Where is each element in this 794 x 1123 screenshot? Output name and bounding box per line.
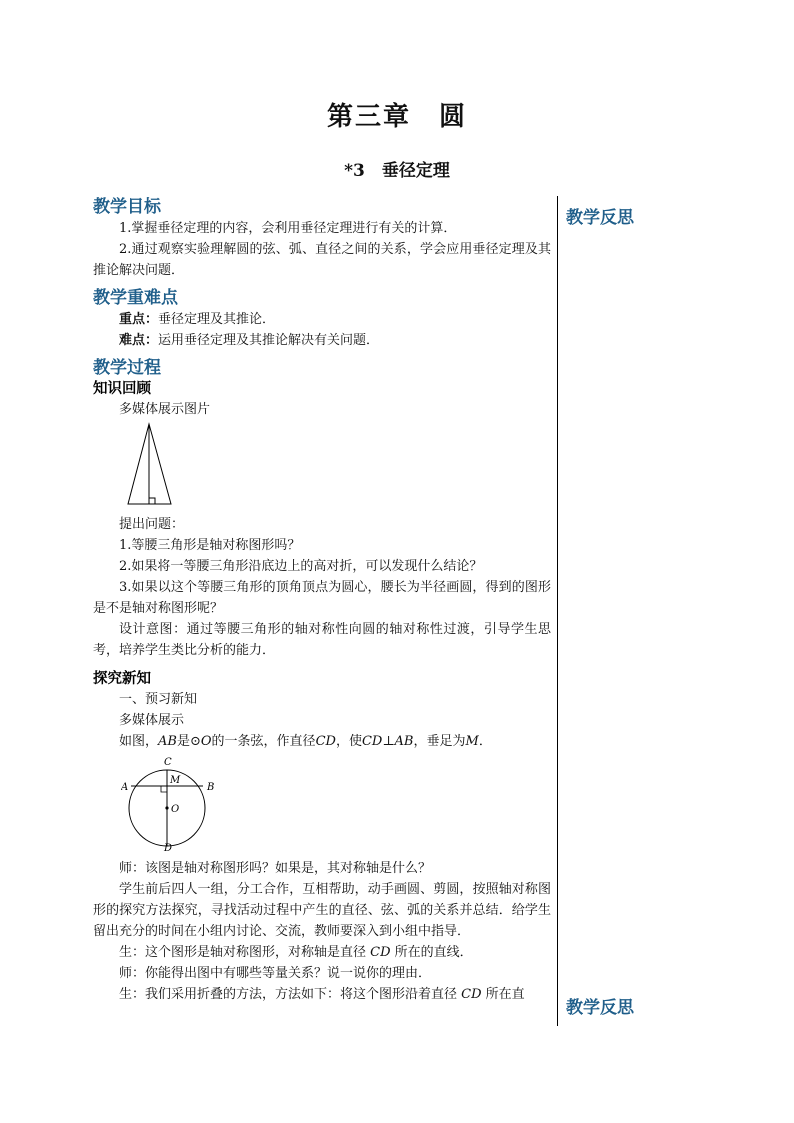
process-heading: 教学过程 (93, 358, 161, 378)
reflection-label-bottom: 教学反思 (566, 998, 634, 1018)
focus-text: 垂径定理及其推论． (158, 312, 276, 327)
key-points-heading: 教学重难点 (93, 288, 178, 308)
difficulty-text: 运用垂径定理及其推论解决有关问题． (158, 333, 380, 348)
column-divider (557, 196, 558, 1026)
isosceles-triangle-figure (126, 422, 551, 508)
explore-show-text: 多媒体展示 (119, 713, 185, 728)
student-answer-2: 生：我们采用折叠的方法，方法如下：将这个图形沿着直径 CD 所在直 (119, 987, 525, 1002)
figure-description: 如图，AB是⊙O的一条弦，作直径CD，使CD⊥AB，垂足为M． (119, 734, 492, 749)
difficulty-line (93, 330, 551, 351)
reflection-label-top: 教学反思 (566, 208, 634, 228)
design-intent: 设计意图：通过等腰三角形的轴对称性向圆的轴对称性过渡，引导学生思考，培养学生类比分析的能力． (93, 622, 551, 658)
label-a: A (121, 782, 129, 793)
question-3: 3.如果以这个等腰三角形的顶角顶点为圆心，腰长为半径画圆，得到的图形是不是轴对称图形呢？ (93, 580, 551, 616)
right-angle-mark (149, 498, 155, 504)
focus-line (93, 309, 551, 330)
label-d: D (164, 843, 173, 852)
objective-2: 2.通过观察实验理解圆的弦、弧、直径之间的关系，学会应用垂径定理及其推论解决问题． (93, 242, 551, 278)
center-point (165, 806, 168, 809)
objective-1: 1.掌握垂径定理的内容，会利用垂径定理进行有关的计算． (119, 221, 457, 236)
label-c: C (164, 757, 172, 768)
label-m: M (170, 775, 181, 786)
label-o: O (171, 804, 180, 815)
explore-heading: 探究新知 (93, 671, 151, 687)
explore-step1: 一、预习新知 (119, 692, 198, 707)
question-2: 2.如果将一等腰三角形沿底边上的高对折，可以发现什么结论？ (119, 559, 483, 574)
section-subtitle: *3 垂径定理 (344, 161, 450, 181)
review-show-text: 多媒体展示图片 (119, 402, 211, 417)
question-intro: 提出问题： (119, 517, 185, 532)
teacher-question-2: 师：你能得出图中有哪些等量关系？说一说你的理由． (119, 966, 432, 981)
page-title: 第三章 圆 (326, 102, 467, 132)
label-b: B (207, 782, 215, 793)
difficulty-label: 难点： (119, 333, 159, 348)
review-heading: 知识回顾 (93, 381, 151, 397)
right-angle-mark-m (161, 786, 167, 792)
student-answer-1: 生：这个图形是轴对称图形，对称轴是直径 CD 所在的直线． (119, 945, 473, 960)
teacher-question-1: 师：该图是轴对称图形吗？如果是，其对称轴是什么？ (119, 861, 432, 876)
circle-chord-figure (121, 754, 551, 852)
focus-label: 重点： (119, 312, 159, 327)
group-work: 学生前后四人一组，分工合作，互相帮助，动手画圆、剪圆，按照轴对称图形的探究方法探究，寻找活动过程中产生的直径、弦、弧的关系并总结．给学生留出充分的时间在小组内讨论、交流，教师要深入到小组中指导． (93, 882, 551, 939)
objectives-heading: 教学目标 (93, 197, 161, 217)
main-content (93, 196, 551, 1005)
question-1: 1.等腰三角形是轴对称图形吗？ (119, 538, 301, 553)
